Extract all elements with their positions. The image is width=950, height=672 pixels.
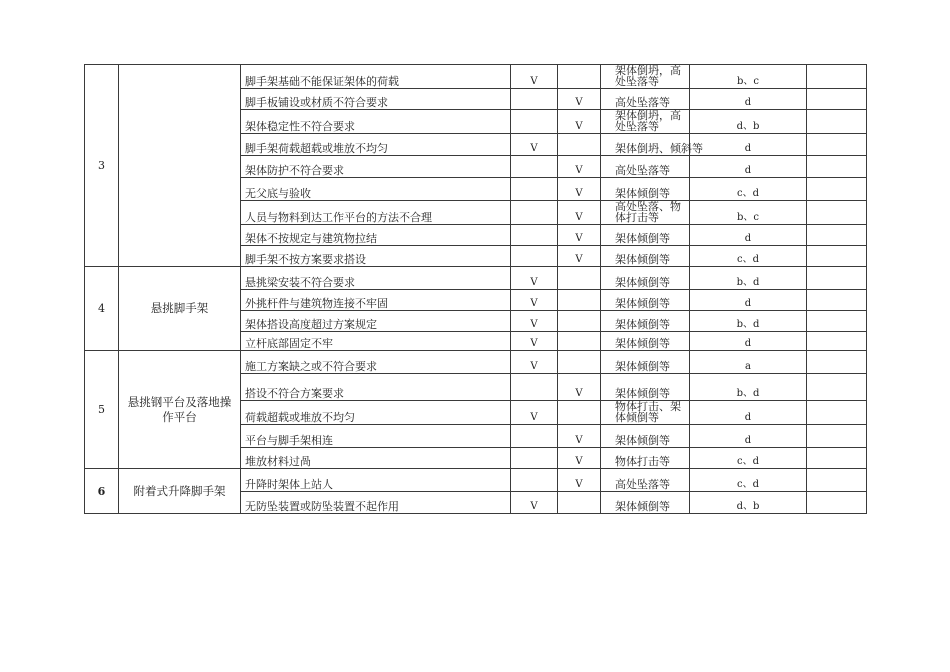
possible-result: 架体倾倒等 xyxy=(601,267,690,290)
risk-level: c、d xyxy=(690,469,807,492)
risk-level: d xyxy=(690,156,807,178)
mark-col-1 xyxy=(511,156,558,178)
mark-col-2 xyxy=(558,401,601,425)
table-row xyxy=(85,65,867,89)
hazard-item: 荷载超载或堆放不均匀 xyxy=(241,401,511,425)
table-row xyxy=(85,469,867,492)
possible-result: 架体倾倒等 xyxy=(601,178,690,201)
possible-result: 架体倾倒等 xyxy=(601,351,690,374)
mark-col-2 xyxy=(558,290,601,311)
possible-result: 架体倒坍，高处坠落等 xyxy=(601,110,690,134)
blank-cell xyxy=(807,89,867,110)
risk-level: c、d xyxy=(690,448,807,469)
risk-level: c、d xyxy=(690,178,807,201)
possible-result: 高处坠落等 xyxy=(601,89,690,110)
hazard-item: 搭设不符合方案要求 xyxy=(241,374,511,401)
risk-level: a xyxy=(690,351,807,374)
hazard-item: 人员与物料到达工作平台的方法不合理 xyxy=(241,201,511,225)
group-name: 悬挑钢平台及落地操作平台 xyxy=(119,351,241,469)
mark-col-2: V xyxy=(558,89,601,110)
hazard-item: 无防坠装置或防坠装置不起作用 xyxy=(241,492,511,514)
table-row xyxy=(85,267,867,290)
hazard-item: 立杆底部固定不牢 xyxy=(241,332,511,351)
risk-level: d xyxy=(690,332,807,351)
mark-col-2: V xyxy=(558,246,601,267)
blank-cell xyxy=(807,267,867,290)
mark-col-1 xyxy=(511,201,558,225)
possible-result: 物体打击、架体倾倒等 xyxy=(601,401,690,425)
mark-col-2: V xyxy=(558,201,601,225)
mark-col-1 xyxy=(511,110,558,134)
possible-result: 架体倾倒等 xyxy=(601,492,690,514)
mark-col-2: V xyxy=(558,469,601,492)
blank-cell xyxy=(807,374,867,401)
blank-cell xyxy=(807,225,867,246)
hazard-item: 架体防护不符合要求 xyxy=(241,156,511,178)
risk-level: d、b xyxy=(690,492,807,514)
mark-col-1 xyxy=(511,374,558,401)
mark-col-1: V xyxy=(511,267,558,290)
group-name: 附着式升降脚手架 xyxy=(119,469,241,514)
mark-col-2 xyxy=(558,267,601,290)
mark-col-1: V xyxy=(511,401,558,425)
risk-level: b、d xyxy=(690,267,807,290)
group-name xyxy=(119,65,241,267)
hazard-item: 堆放材料过咼 xyxy=(241,448,511,469)
risk-level: b、c xyxy=(690,65,807,89)
mark-col-2: V xyxy=(558,374,601,401)
possible-result: 架体倾倒等 xyxy=(601,225,690,246)
mark-col-2 xyxy=(558,65,601,89)
mark-col-1 xyxy=(511,89,558,110)
blank-cell xyxy=(807,401,867,425)
mark-col-2: V xyxy=(558,178,601,201)
risk-level: d xyxy=(690,401,807,425)
hazard-table xyxy=(84,64,867,514)
hazard-item: 升降时架体上站人 xyxy=(241,469,511,492)
hazard-item: 架体不按规定与建筑物拉结 xyxy=(241,225,511,246)
blank-cell xyxy=(807,201,867,225)
blank-cell xyxy=(807,469,867,492)
mark-col-2: V xyxy=(558,225,601,246)
possible-result: 架体倾倒等 xyxy=(601,311,690,332)
risk-level: d xyxy=(690,290,807,311)
hazard-table-body xyxy=(85,65,867,514)
blank-cell xyxy=(807,246,867,267)
mark-col-1 xyxy=(511,225,558,246)
group-number: 3 xyxy=(85,65,119,267)
risk-level: b、c xyxy=(690,201,807,225)
possible-result: 物体打击等 xyxy=(601,448,690,469)
group-name: 悬挑脚手架 xyxy=(119,267,241,351)
possible-result: 架体倾倒等 xyxy=(601,246,690,267)
hazard-item: 架体稳定性不符合要求 xyxy=(241,110,511,134)
blank-cell xyxy=(807,332,867,351)
mark-col-1 xyxy=(511,469,558,492)
hazard-item: 脚手板铺设或材质不符合要求 xyxy=(241,89,511,110)
risk-level: c、d xyxy=(690,246,807,267)
mark-col-1: V xyxy=(511,332,558,351)
risk-level: b、d xyxy=(690,374,807,401)
risk-level: d、b xyxy=(690,110,807,134)
group-number: 4 xyxy=(85,267,119,351)
risk-level: b、d xyxy=(690,311,807,332)
hazard-item: 脚手架不按方案要求搭设 xyxy=(241,246,511,267)
mark-col-2 xyxy=(558,351,601,374)
mark-col-1 xyxy=(511,448,558,469)
possible-result: 架体倒坍，高处坠落等 xyxy=(601,65,690,89)
mark-col-1: V xyxy=(511,492,558,514)
blank-cell xyxy=(807,492,867,514)
hazard-item: 脚手架荷载超载或堆放不均匀 xyxy=(241,134,511,156)
risk-level: d xyxy=(690,89,807,110)
group-number: 6 xyxy=(85,469,119,514)
mark-col-2: V xyxy=(558,425,601,448)
possible-result: 架体倾倒等 xyxy=(601,425,690,448)
blank-cell xyxy=(807,156,867,178)
hazard-item: 脚手架基础不能保证架体的荷载 xyxy=(241,65,511,89)
possible-result: 架体倒坍、倾斜等 xyxy=(601,134,690,156)
risk-level: d xyxy=(690,425,807,448)
table-row xyxy=(85,351,867,374)
mark-col-1: V xyxy=(511,134,558,156)
blank-cell xyxy=(807,311,867,332)
hazard-item: 架体搭设高度超过方案规定 xyxy=(241,311,511,332)
blank-cell xyxy=(807,178,867,201)
mark-col-1: V xyxy=(511,65,558,89)
possible-result: 高处坠落、物体打击等 xyxy=(601,201,690,225)
mark-col-1: V xyxy=(511,311,558,332)
possible-result: 架体倾倒等 xyxy=(601,290,690,311)
mark-col-2 xyxy=(558,492,601,514)
blank-cell xyxy=(807,351,867,374)
mark-col-2 xyxy=(558,332,601,351)
blank-cell xyxy=(807,134,867,156)
mark-col-1 xyxy=(511,425,558,448)
mark-col-1 xyxy=(511,178,558,201)
mark-col-2 xyxy=(558,134,601,156)
group-number: 5 xyxy=(85,351,119,469)
risk-level: d xyxy=(690,225,807,246)
possible-result: 架体倾倒等 xyxy=(601,332,690,351)
blank-cell xyxy=(807,290,867,311)
risk-level: d xyxy=(690,134,807,156)
hazard-item: 施工方案缺之或不符合要求 xyxy=(241,351,511,374)
mark-col-1: V xyxy=(511,290,558,311)
mark-col-2: V xyxy=(558,156,601,178)
mark-col-2 xyxy=(558,311,601,332)
hazard-item: 外挑杆件与建筑物连接不牢固 xyxy=(241,290,511,311)
hazard-item: 无父底与验收 xyxy=(241,178,511,201)
blank-cell xyxy=(807,448,867,469)
mark-col-2: V xyxy=(558,448,601,469)
hazard-item: 悬挑梁安装不符合要求 xyxy=(241,267,511,290)
mark-col-2: V xyxy=(558,110,601,134)
mark-col-1: V xyxy=(511,351,558,374)
possible-result: 架体倾倒等 xyxy=(601,374,690,401)
blank-cell xyxy=(807,65,867,89)
possible-result: 高处坠落等 xyxy=(601,156,690,178)
possible-result: 高处坠落等 xyxy=(601,469,690,492)
blank-cell xyxy=(807,110,867,134)
mark-col-1 xyxy=(511,246,558,267)
hazard-item: 平台与脚手架相连 xyxy=(241,425,511,448)
blank-cell xyxy=(807,425,867,448)
